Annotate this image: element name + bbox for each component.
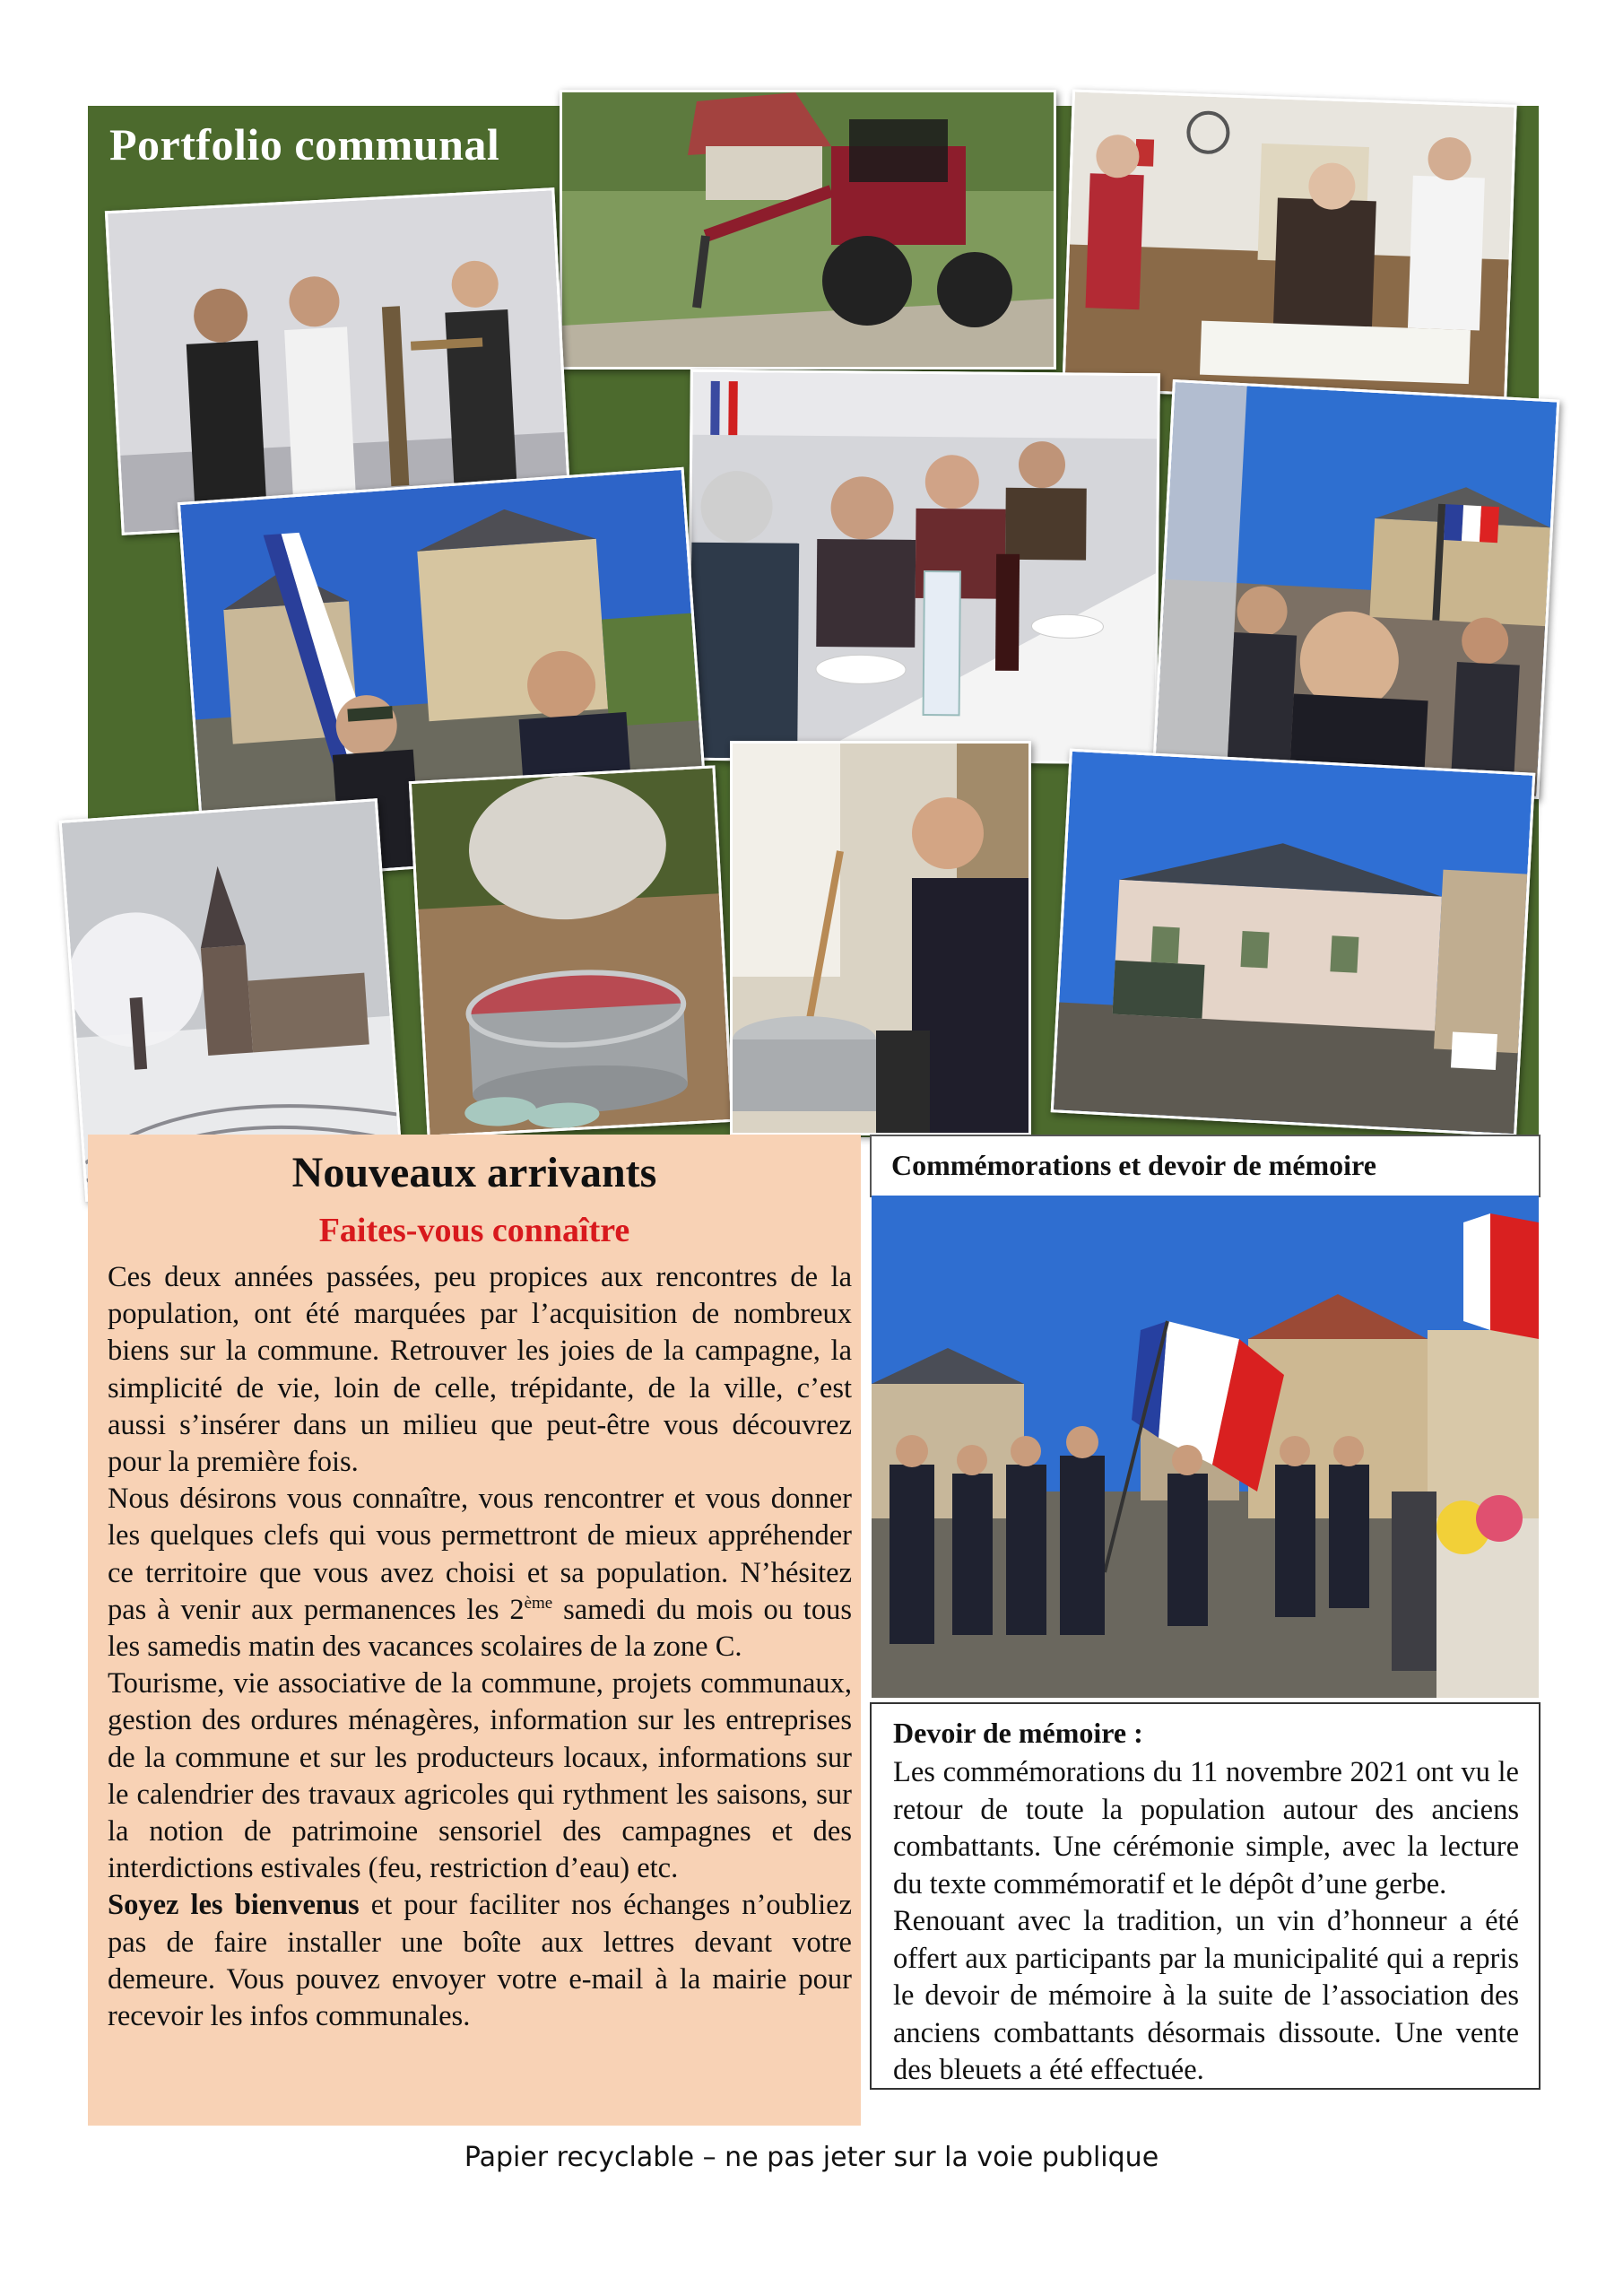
welcome-bold: Soyez les bienvenus [108,1889,360,1922]
commemorations-paragraph-2: Renouant avec la tradition, un vin d’honneur a été offert aux participants par la municipalité qui a repris le devoir de mémoire à la suite de l’association des anciens combattants désormais dissoute. Une vente des bleuets a été effectuée. [893,1905,1519,2086]
newcomers-paragraph-1: Ces deux années passées, peu propices aux rencontres de la population, ont été marquées par l’acquisition de nombreux biens sur la commune. Retrouver les joies de la campagne, la simplicité de vie, loin de celle, trépidante, de la ville, c’est aussi s’insérer dans un milieu que peut-être vous découvrez pour la première fois. [108,1261,852,1479]
duty-of-memory-heading: Devoir de mémoire : [893,1717,1143,1749]
footer-note: Papier recyclable – ne pas jeter sur la voie publique [464,2142,1159,2173]
commemorations-box [870,1702,1541,2090]
photo-commemoration [872,1196,1539,1698]
photo-signing [1062,89,1516,405]
photo-cook-stirring [730,741,1031,1135]
photo-cooking-pot [409,765,733,1137]
newcomers-subtitle: Faites-vous connaître [318,1212,630,1249]
photo-banquet [687,370,1160,765]
commemorations-header [870,1135,1541,1197]
newcomers-paragraph-3: Tourisme, vie associative de la commune, projets communaux, gestion des ordures ménagères, information sur les entreprises de la commune et sur les producteurs locaux, informations sur le calendrier des travaux agricoles qui rythment les saisons, sur la notion de patrimoine sensoriel des campagnes et des interdictions estivales (feu, restriction d’eau) etc. [108,1667,852,1885]
photo-village-hall [1051,749,1536,1137]
newcomers-text [108,1259,852,2035]
commemorations-paragraph-1: Les commémorations du 11 novembre 2021 ont vu le retour de toute la population autour des anciens combattants. Une cérémonie simple, avec la lecture du texte commémoratif et le dépôt d’une gerbe. [893,1756,1519,1900]
newcomers-paragraph-2 [108,1481,852,1665]
commemorations-text [893,1754,1519,2090]
newcomers-title: Nouveaux arrivants [291,1149,657,1196]
photo-ceremony-crowd [1152,379,1560,799]
portfolio-title: Portfolio communal [109,119,500,170]
paragraph-2-start: Nous désirons vous connaître, vous rencontrer et vous donner les quelques clefs qui vous permettront de mieux appréhender ce territoire que vous avez choisi et sa population. N’hésitez pas à venir aux permanences les 2 [108,1483,852,1626]
ordinal-suffix: ème [524,1594,553,1613]
photo-tractor [560,90,1056,370]
paragraph-4-rest: et pour faciliter nos échanges n’oubliez pas de faire installer une boîte aux lettres devant votre demeure. Vous pouvez envoyer votre e-mail à la mairie pour recevoir les infos communales. [108,1889,853,2033]
newcomers-paragraph-4 [108,1887,852,2035]
commemorations-header-text: Commémorations et devoir de mémoire [891,1149,1376,1181]
paragraph-2-end: samedi du mois ou tous les samedis matin des vacances scolaires de la zone C. [108,1593,852,1664]
